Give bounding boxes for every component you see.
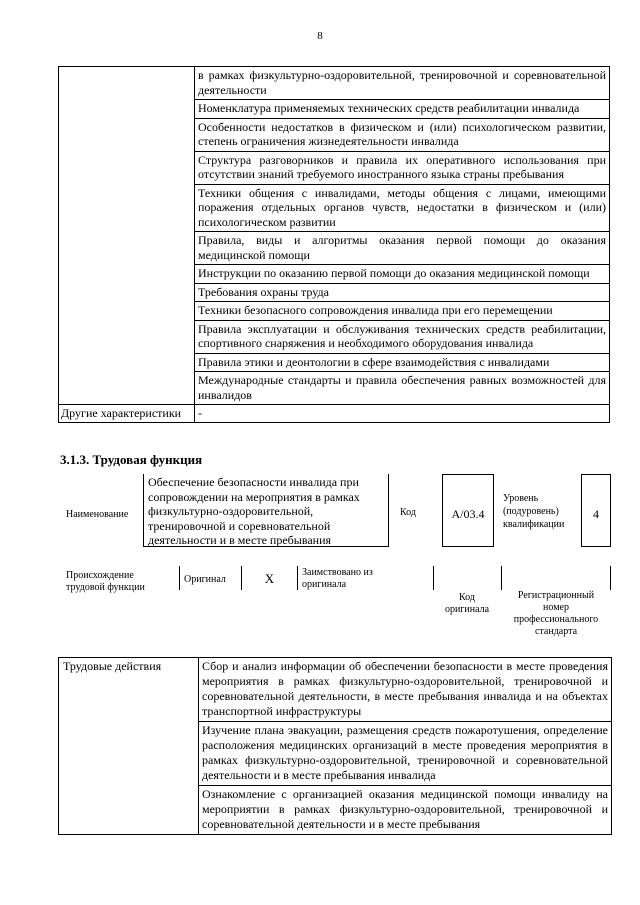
- original-label: Оригинал: [179, 566, 241, 590]
- page-number: 8: [317, 30, 323, 42]
- requirement-item: в рамках физкультурно-оздоровительной, тренировочной и соревновательной деятельности: [195, 67, 610, 100]
- requirement-item: Правила эксплуатации и обслуживания технических средств реабилитации, спортивного снаряжения и необходимого оборудования инвалида: [195, 320, 610, 353]
- other-characteristics-value: -: [195, 405, 610, 423]
- requirement-item: Международные стандарты и правила обеспечения равных возможностей для инвалидов: [195, 372, 610, 405]
- caption-line: Регистрационный: [517, 590, 595, 601]
- code-label: Код: [400, 507, 416, 518]
- requirement-item: Номенклатура применяемых технических средств реабилитации инвалида: [195, 100, 610, 119]
- origin-label-line: Происхождение: [66, 570, 134, 581]
- caption-line: Код: [459, 592, 475, 603]
- labor-action-item: Сбор и анализ информации об обеспечении безопасности в месте проведения мероприятия в рамках физкультурно-оздоровительной, тренировочной и соревновательной деятельности, в месте пребывания инвалида и на объектах транспортной инфраструктуры: [199, 658, 612, 722]
- requirement-item: Особенности недостатков в физическом и (или) психологическом развитии, степень ограничения жизнедеятельности инвалида: [195, 118, 610, 151]
- requirement-item: Техники безопасного сопровождения инвалида при его перемещении: [195, 302, 610, 321]
- labor-actions-table: [58, 657, 612, 835]
- original-code-caption: [433, 592, 501, 616]
- requirements-label-cell: [59, 67, 195, 405]
- section-title: 3.1.3. Трудовая функция: [60, 452, 203, 467]
- borrowed-label-line: оригинала: [302, 579, 347, 590]
- level-label-line: (подуровень): [503, 506, 559, 517]
- labor-action-item: Ознакомление с организацией оказания медицинской помощи инвалиду на мероприятии в рамках физкультурно-оздоровительной, тренировочной и соревновательной деятельности и в месте пребывания: [199, 786, 612, 835]
- caption-line: стандарта: [534, 626, 578, 637]
- original-code-cell: [433, 566, 501, 590]
- function-name: Обеспечение безопасности инвалида при сопровождении на мероприятия в рамках физкультурно-оздоровительной, тренировочной и соревновательной деятельности и в месте пребывания: [143, 474, 389, 547]
- level-label-line: квалификации: [503, 519, 565, 530]
- requirements-table: [58, 66, 610, 423]
- registration-number-cell: [501, 566, 611, 590]
- level-label-line: Уровень: [503, 493, 539, 504]
- requirement-item: Требования охраны труда: [195, 283, 610, 302]
- code-value: A/03.4: [442, 474, 494, 547]
- qualification-level-value: 4: [581, 474, 611, 547]
- requirement-item: Правила этики и деонтологии в сфере взаимодействия с инвалидами: [195, 353, 610, 372]
- borrowed-label-line: Заимствовано из: [302, 567, 373, 578]
- caption-line: номер: [543, 602, 569, 613]
- other-characteristics-label: Другие характеристики: [59, 405, 195, 423]
- borrowed-label: [297, 566, 433, 590]
- requirement-item: Структура разговорников и правила их оперативного использования при отсутствии знаний требуемого иностранного языка страны пребывания: [195, 151, 610, 184]
- table-row: [59, 405, 610, 423]
- requirement-item: Правила, виды и алгоритмы оказания первой помощи до оказания медицинской помощи: [195, 232, 610, 265]
- origin-label: [66, 570, 145, 594]
- requirement-item: Техники общения с инвалидами, методы общения с лицами, имеющими поражения отдельных органов чувств, недостатки в физическом и (или) психологическом развитии: [195, 184, 610, 232]
- qualification-level-label: [503, 492, 564, 531]
- name-label: Наименование: [66, 509, 129, 520]
- caption-line: оригинала: [444, 604, 490, 615]
- labor-action-item: Изучение плана эвакуации, размещения средств пожаротушения, определение расположения медицинских организаций в месте проведения мероприятия в рамках физкультурно-оздоровительной, тренировочной и соревновательной деятельности и в месте пребывания инвалида: [199, 722, 612, 786]
- table-row: [59, 67, 610, 100]
- requirement-item: Инструкции по оказанию первой помощи до оказания медицинской помощи: [195, 265, 610, 284]
- table-row: [59, 658, 612, 722]
- labor-actions-label: Трудовые действия: [59, 658, 199, 835]
- original-mark: X: [241, 566, 297, 590]
- registration-number-caption: [501, 590, 611, 638]
- origin-label-line: трудовой функции: [66, 582, 145, 593]
- caption-line: профессионального: [513, 614, 599, 625]
